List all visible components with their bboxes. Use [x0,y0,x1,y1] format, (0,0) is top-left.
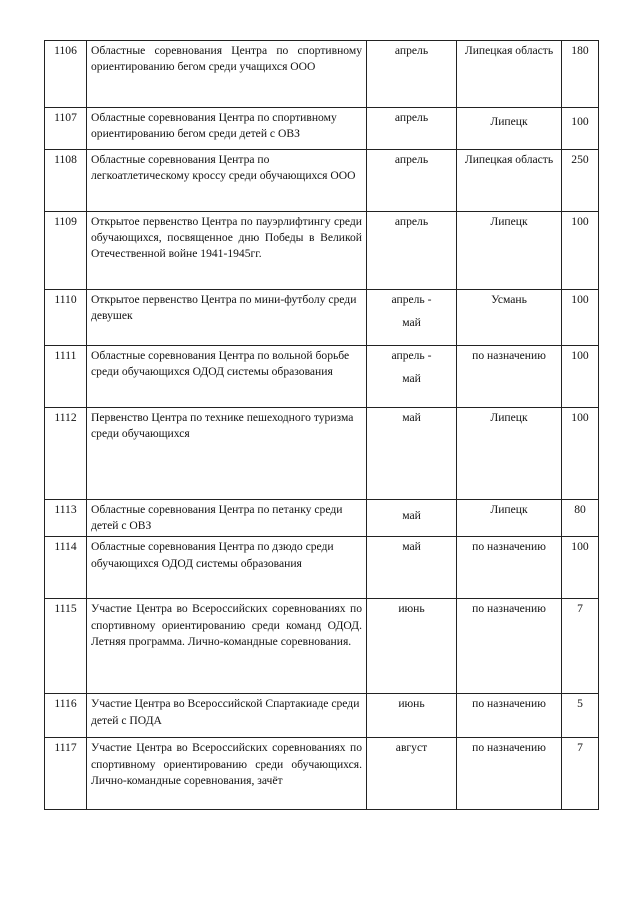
event-participants: 100 [562,408,599,500]
event-name: Областные соревнования Центра по петанку среди детей с ОВЗ [87,500,367,537]
event-place: Липецк [457,408,562,500]
event-name: Областные соревнования Центра по дзюдо среди обучающихся ОДОД системы образования [87,537,367,599]
row-number: 1114 [45,537,87,599]
period-start: апрель - [391,293,432,306]
event-participants: 180 [562,41,599,108]
events-table [44,40,599,810]
row-number: 1111 [45,346,87,408]
event-place: Липецк [457,212,562,290]
event-period: май [367,537,457,599]
event-period: апрель [367,150,457,212]
event-participants: 100 [562,346,599,408]
table-row [45,108,599,150]
event-name: Областные соревнования Центра по спортивному ориентированию бегом среди учащихся ООО [87,41,367,108]
event-place: Липецкая область [457,41,562,108]
row-number: 1107 [45,108,87,150]
event-participants: 7 [562,738,599,810]
table-row [45,41,599,108]
table-row [45,599,599,694]
event-name: Областные соревнования Центра по спортивному ориентированию бегом среди детей с ОВЗ [87,108,367,150]
table-row [45,694,599,738]
table-row [45,500,599,537]
event-period: апрель [367,212,457,290]
row-number: 1109 [45,212,87,290]
event-participants: 100 [562,537,599,599]
table-row [45,290,599,346]
event-participants: 250 [562,150,599,212]
event-name: Открытое первенство Центра по мини-футболу среди девушек [87,290,367,346]
event-participants: 5 [562,694,599,738]
event-period [367,346,457,408]
row-number: 1110 [45,290,87,346]
period-start: апрель - [391,349,432,362]
period-end: май [402,372,421,386]
event-period: июнь [367,599,457,694]
event-participants: 7 [562,599,599,694]
table-row [45,408,599,500]
row-number: 1108 [45,150,87,212]
event-place: по назначению [457,599,562,694]
event-period: апрель [367,108,457,150]
period-end: май [402,316,421,330]
event-period: август [367,738,457,810]
table-row [45,346,599,408]
event-period: май [367,408,457,500]
event-place: Липецк [457,500,562,537]
event-place: Усмань [457,290,562,346]
event-place: Липецкая область [457,150,562,212]
event-name: Областные соревнования Центра по легкоатлетическому кроссу среди обучающихся ООО [87,150,367,212]
row-number: 1115 [45,599,87,694]
event-name: Областные соревнования Центра по вольной борьбе среди обучающихся ОДОД системы образования [87,346,367,408]
table-row [45,212,599,290]
event-name: Участие Центра во Всероссийских соревнованиях по спортивному ориентированию среди команд ОДОД. Летняя программа. Лично-командные соревнования. [87,599,367,694]
event-participants: 80 [562,500,599,537]
event-participants: 100 [562,290,599,346]
event-name: Первенство Центра по технике пешеходного туризма среди обучающихся [87,408,367,500]
row-number: 1113 [45,500,87,537]
event-place: по назначению [457,738,562,810]
table-row [45,150,599,212]
event-participants: 100 [562,108,599,150]
table-row [45,738,599,810]
row-number: 1106 [45,41,87,108]
event-place: по назначению [457,346,562,408]
event-period: апрель [367,41,457,108]
row-number: 1117 [45,738,87,810]
event-period [367,290,457,346]
event-name: Открытое первенство Центра по пауэрлифтингу среди обучающихся, посвященное дню Победы в Великой Отечественной войне 1941-1945гг. [87,212,367,290]
event-name: Участие Центра во Всероссийской Спартакиаде среди детей с ПОДА [87,694,367,738]
row-number: 1112 [45,408,87,500]
event-place: по назначению [457,537,562,599]
event-place: Липецк [457,108,562,150]
table-row [45,537,599,599]
event-period: июнь [367,694,457,738]
event-participants: 100 [562,212,599,290]
event-period: май [367,500,457,537]
row-number: 1116 [45,694,87,738]
event-name: Участие Центра во Всероссийских соревнованиях по спортивному ориентированию среди обучающихся. Лично-командные соревнования, зачёт [87,738,367,810]
event-place: по назначению [457,694,562,738]
